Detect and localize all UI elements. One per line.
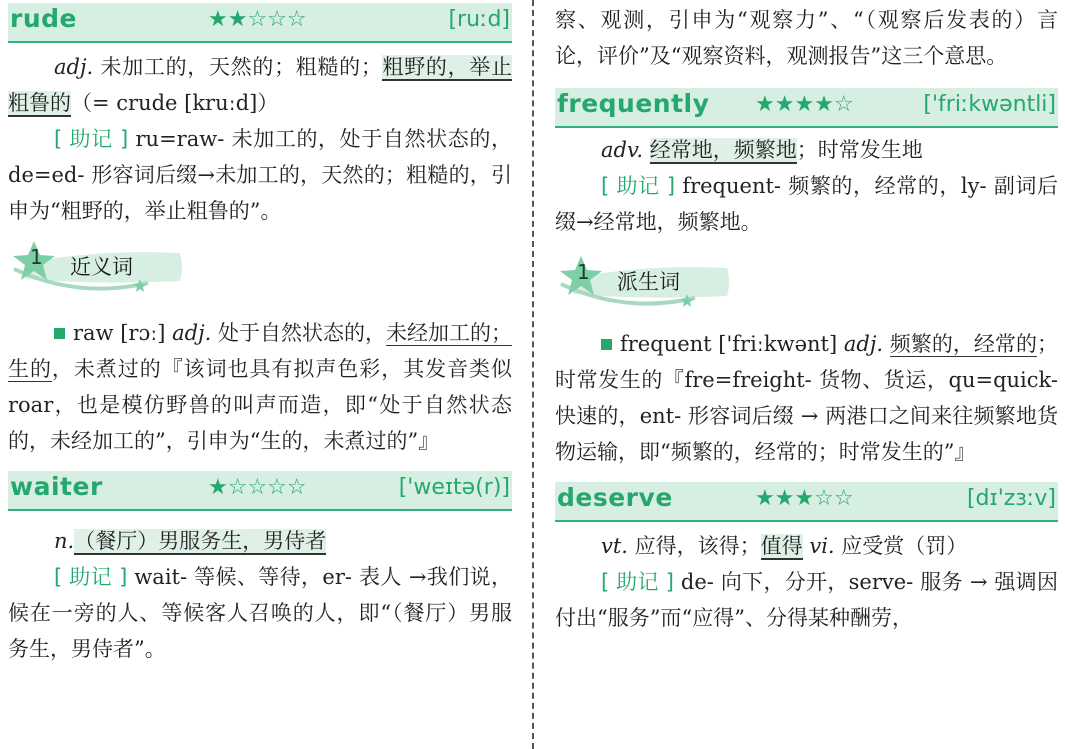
mnemonic (555, 564, 1058, 636)
definition-text: （= crude [kruːd]） (71, 91, 279, 115)
entry-header-waiter (8, 471, 512, 511)
related-word-entry (555, 326, 1058, 470)
mnemonic-label: [ 助记 ] (54, 565, 128, 589)
continued-text: 察、观测，引申为“观察力”、“（观察后发表的）言论，评价”及“观察资料，观测报告”这三个意思。 (555, 8, 1058, 68)
badge-number: 1 (577, 260, 590, 284)
mnemonic (8, 559, 512, 667)
badge-label: 近义词 (70, 255, 133, 279)
mnemonic-text: ru=raw- 未加工的，处于自然状态的，de=ed- 形容词后缀→未加工的，天然的；粗糙的，引申为“粗野的，举止粗鲁的”。 (8, 127, 512, 223)
part-of-speech: n. (54, 529, 75, 553)
synonym-badge (8, 239, 512, 297)
part-of-speech: vi. (802, 534, 835, 558)
part-of-speech: adj. (54, 55, 94, 79)
definition-text: 未加工的，天然的；粗糙的； (93, 55, 382, 79)
key-meaning: （餐厅）男服务生，男侍者 (74, 529, 327, 553)
headword: waiter (10, 472, 103, 501)
column-divider (532, 0, 534, 749)
entry-header-rude (8, 3, 512, 43)
left-column (8, 0, 512, 667)
related-headword: raw [rɔː] (73, 321, 173, 345)
definition-text: 应受赏（罚） (834, 534, 968, 558)
mnemonic-label: [ 助记 ] (601, 570, 674, 594)
phonetic: ['friːkwəntli] (923, 92, 1056, 117)
mnemonic (8, 121, 512, 229)
phonetic: ['weɪtə(r)] (398, 475, 510, 500)
headword: deserve (557, 483, 673, 512)
badge-label: 派生词 (617, 270, 680, 294)
entry-header-deserve (555, 482, 1058, 522)
mnemonic-text: wait- 等候、等待，er- 表人 →我们说，候在一旁的人、等候客人召唤的人，即“（餐厅）男服务生，男侍者”。 (8, 565, 512, 661)
star-rating: ★★★★☆ (755, 92, 854, 117)
definition (8, 523, 512, 559)
star-rating: ★★☆☆☆ (208, 7, 307, 32)
mnemonic-label: [ 助记 ] (54, 127, 129, 151)
definition-text: 处于自然状态的， (211, 321, 386, 345)
key-meaning: 未经加工的；生的 (8, 321, 512, 381)
etymology-text: ，未煮过的『该词也具有拟声色彩，其发音类似 roar，也是模仿野兽的叫声而造，即“处于自然状态的，未经加工的”，引申为“生的，未煮过的”』 (8, 357, 513, 453)
definition (8, 49, 512, 121)
mnemonic-label: [ 助记 ] (601, 174, 676, 198)
related-headword: frequent ['friːkwənt] (620, 332, 844, 356)
definition-text: 应得，该得； (627, 534, 761, 558)
definition (555, 528, 1058, 564)
derivative-badge (555, 254, 1058, 312)
bullet-square-icon (601, 339, 612, 350)
etymology-text: ；时常发生的『fre=freight- 货物、货运，qu=quick- 快速的，ent- 形容词后缀 → 两港口之间来往频繁地货物运输，即“频繁的，经常的；时常发生的”』 (555, 332, 1058, 464)
star-rating: ★★★☆☆ (755, 486, 854, 511)
mnemonic-text: frequent- 频繁的，经常的，ly- 副词后缀→经常地，频繁地。 (555, 174, 1058, 234)
phonetic: [ruːd] (448, 7, 510, 32)
headword: frequently (557, 89, 710, 118)
related-word-entry (8, 315, 512, 459)
headword: rude (10, 4, 77, 33)
bullet-square-icon (54, 328, 65, 339)
badge-number: 1 (30, 245, 43, 269)
part-of-speech: adv. (601, 138, 644, 162)
phonetic: [dɪ'zɜːv] (966, 486, 1056, 511)
mnemonic-text: de- 向下，分开，serve- 服务 → 强调因付出“服务”而“应得”、分得某种酬劳， (555, 570, 1058, 630)
entry-header-frequently (555, 88, 1058, 128)
definition-text: ；时常发生地 (796, 138, 923, 162)
part-of-speech: adj. (172, 321, 212, 345)
star-rating: ★☆☆☆☆ (208, 475, 307, 500)
mnemonic (555, 168, 1058, 240)
key-meaning: 值得 (760, 534, 803, 558)
key-meaning: 经常地，频繁地 (649, 138, 797, 162)
part-of-speech: adj. (843, 332, 884, 356)
definition (555, 132, 1058, 168)
key-meaning: 粗野的，举止粗鲁的 (8, 55, 512, 115)
part-of-speech: vt. (601, 534, 628, 558)
key-meaning: 频繁的，经常的 (889, 332, 1037, 356)
right-column (555, 0, 1058, 636)
